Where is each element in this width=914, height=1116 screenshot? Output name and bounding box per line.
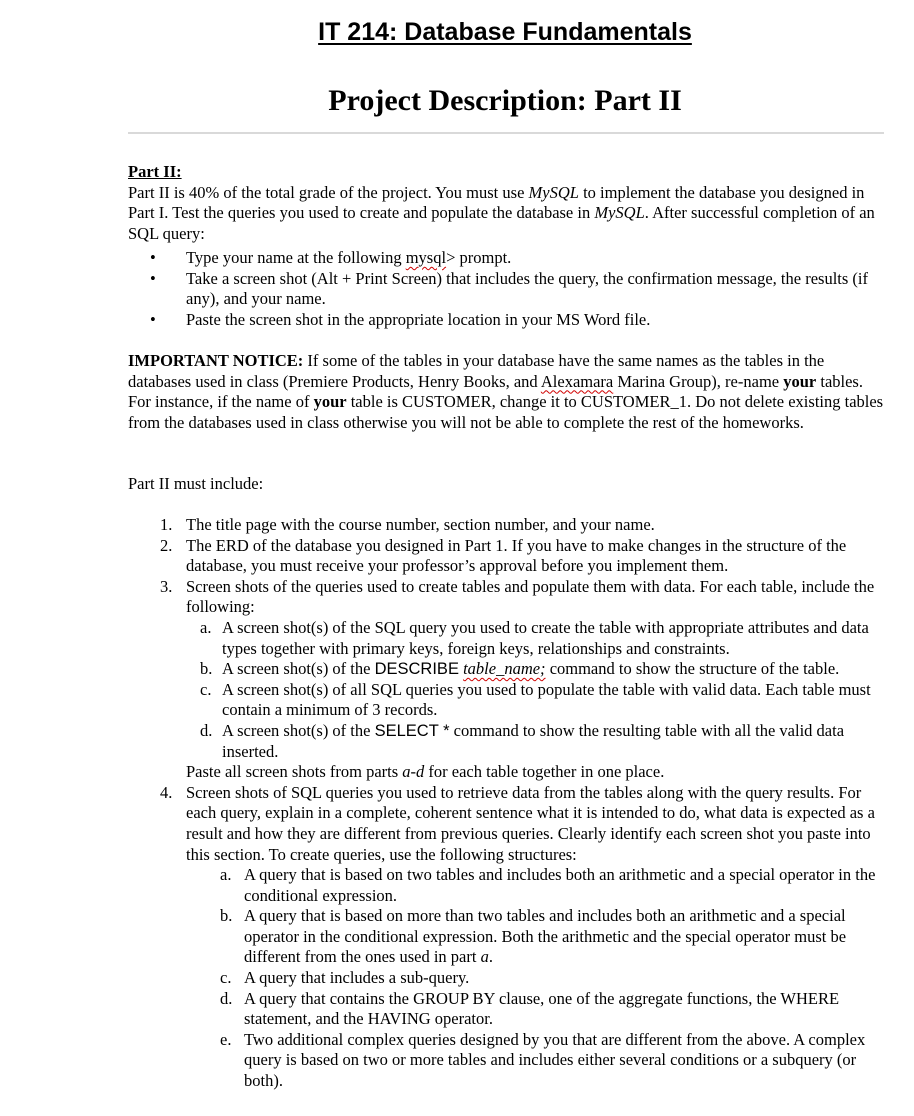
document-title: Project Description: Part II xyxy=(328,84,682,117)
list-item: • Take a screen shot (Alt + Print Screen) that includes the query, the confirmation message, the results (if any), and your name. xyxy=(150,268,868,309)
spellcheck-word: Alexamara xyxy=(540,371,614,391)
list-item: • Paste the screen shot in the appropriate location in your MS Word file. xyxy=(150,309,651,329)
part2-section xyxy=(128,162,888,244)
list-item: 3. Screen shots of the queries used to create tables and populate them with data. For each table, include the following: a. A screen shot(s) of the SQL query you used to create the table with appropriate attributes and data types together with primary keys, foreign keys, relationships and constraints. b. A screen shot(s) of the DESCRIBE table_name; command to show the structure of the table. c. A screen shot(s) of all SQL queries you used to populate the table with valid data. Each table must contain a minimum of 3 records. d. A screen shot(s) of the SELECT * command to show the resulting table with all the valid data inserted. Paste all screen shots from parts a-d for each table together in one place. xyxy=(128,577,888,783)
list-item: 1. The title page with the course number, section number, and your name. xyxy=(160,515,655,534)
spellcheck-word: mysql xyxy=(405,248,447,267)
sub-item: c. A query that includes a sub-query. xyxy=(220,968,470,988)
important-notice: IMPORTANT NOTICE: If some of the tables in your database have the same names as the tables in the databases used in class (Premiere Products, Henry Books, and Alexamara Marina Group), re-name your tables. For instance, if the name of your table is CUSTOMER, change it to CUSTOMER_1. Do not delete existing tables from the databases used in class otherwise you will not be able to complete the rest of the homeworks. xyxy=(128,351,884,432)
sub-item: d. A query that contains the GROUP BY clause, one of the aggregate functions, the WHERE statement, and the HAVING operator. xyxy=(220,988,840,1029)
must-include-label: Part II must include: xyxy=(128,474,264,493)
bullet-icon: • xyxy=(150,309,156,329)
sub-item: e. Two additional complex queries designed by you that are different from the above. A complex query is based on two or more tables and includes either several conditions or a subquery (or both). xyxy=(220,1029,866,1091)
requirements-list xyxy=(128,515,888,1092)
sub-item: a. A screen shot(s) of the SQL query you used to create the table with appropriate attributes and data types together with primary keys, foreign keys, relationships and constraints. xyxy=(200,617,869,658)
sub-item: d. A screen shot(s) of the SELECT * command to show the resulting table with all the valid data inserted. xyxy=(200,720,845,761)
bullet-icon: • xyxy=(150,248,156,267)
instruction-list xyxy=(128,248,888,330)
part2-intro: Part II is 40% of the total grade of the project. You must use MySQL to implement the database you designed in Part I. Test the queries you used to create and populate the database in MySQL. After successful completion of an SQL query: xyxy=(128,182,875,243)
sub-item: b. A screen shot(s) of the DESCRIBE table_name; command to show the structure of the table. xyxy=(200,659,840,679)
horizontal-rule xyxy=(128,132,884,134)
sub-item: b. A query that is based on more than two tables and includes both an arithmetic and a special operator in the conditional expression. Both the arithmetic and the special operator must be different from the ones used in part a. xyxy=(220,906,847,967)
spellcheck-word: table_name; xyxy=(463,659,546,679)
list-item: 2. The ERD of the database you designed in Part 1. If you have to make changes in the structure of the database, you must receive your professor’s approval before you implement them. xyxy=(160,535,847,576)
part2-heading: Part II: xyxy=(128,162,182,181)
sub-item: c. A screen shot(s) of all SQL queries you used to populate the table with valid data. Each table must contain a minimum of 3 records. xyxy=(200,679,871,720)
bullet-icon: • xyxy=(150,268,156,288)
list-item: • Type your name at the following mysql> prompt. xyxy=(150,248,512,267)
course-title: IT 214: Database Fundamentals xyxy=(318,18,692,46)
sub-item: a. A query that is based on two tables and includes both an arithmetic and a special operator in the conditional expression. xyxy=(220,865,876,905)
list-item: 4. Screen shots of SQL queries you used to retrieve data from the tables along with the query results. For each query, explain in a complete, coherent sentence what it is intended to do, what data is expected as a result and how they are different from previous queries. Clearly identify each screen shot you paste into this section. To create queries, use the following structures: a. A query that is based on two tables and includes both an arithmetic and a special operator in the conditional expression. b. A query that is based on more than two tables and includes both an arithmetic and a special operator in the conditional expression. Both the arithmetic and the special operator must be different from the ones used in part a. c. A query that includes a sub-query. d. A query that contains the GROUP BY clause, one of the aggregate functions, the WHERE statement, and the HAVING operator. e. Two additional complex queries designed by you that are different from the above. A complex query is based on two or more tables and includes either several conditions or a subquery (or both). xyxy=(128,783,888,1092)
paste-note: Paste all screen shots from parts a-d for each table together in one place. xyxy=(186,762,665,782)
